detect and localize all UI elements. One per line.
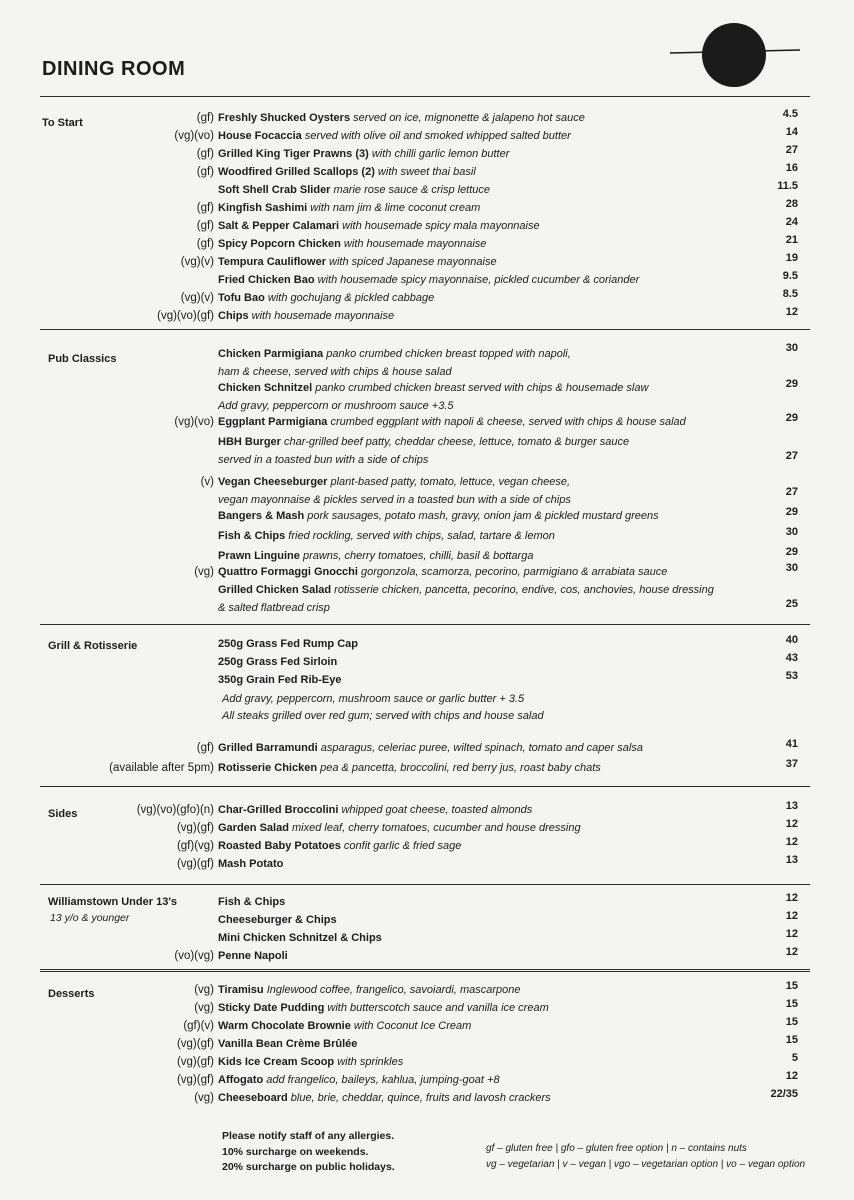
item-description: prawns, cherry tomatoes, chilli, basil & bottarga [299, 550, 534, 562]
item-name: Fried Chicken Bao [218, 274, 315, 286]
item-text [218, 274, 758, 286]
menu-item [0, 476, 854, 506]
item-name: Rotisserie Chicken [218, 762, 318, 774]
item-text [218, 530, 758, 542]
menu-item [0, 738, 854, 760]
dietary-tag: (vg)(v) [180, 256, 214, 268]
item-description: panko crumbed chicken breast topped with napoli, [323, 348, 571, 360]
item-text [218, 184, 758, 196]
item-name: Vegan Cheeseburger [218, 476, 328, 488]
dietary-tag: (vg) [194, 984, 214, 996]
menu-item [0, 562, 854, 584]
menu-item [0, 1034, 854, 1056]
section-title: Williamstown Under 13's [48, 896, 178, 908]
item-description: mixed leaf, cherry tomatoes, cucumber and house dressing [288, 822, 581, 834]
item-text [218, 984, 758, 996]
menu-item [0, 252, 854, 274]
item-text [218, 292, 758, 304]
menu-item [0, 526, 854, 548]
item-name: 250g Grass Fed Rump Cap [218, 638, 358, 650]
item-price: 27 [785, 486, 798, 498]
item-description: with spiced Japanese mayonnaise [325, 256, 497, 268]
item-description: panko crumbed chicken breast served with chips & housemade slaw [312, 382, 649, 394]
divider [40, 329, 810, 330]
item-name: House Focaccia [218, 130, 302, 142]
menu-item [0, 998, 854, 1020]
menu-item [0, 1088, 854, 1110]
item-description: with chilli garlic lemon butter [368, 148, 510, 160]
menu-item [0, 342, 854, 378]
item-text [218, 1074, 758, 1086]
item-description-line2 [218, 494, 758, 506]
item-name: Quattro Formaggi Gnocchi [218, 566, 358, 578]
item-description: whipped goat cheese, toasted almonds [338, 804, 533, 816]
section-title: To Start [42, 117, 83, 129]
dietary-tag: (vg)(vo) [174, 130, 214, 142]
dietary-tag: (vo)(vg) [174, 950, 214, 962]
item-name: Garden Salad [218, 822, 289, 834]
item-text [218, 1056, 758, 1068]
item-name: Fish & Chips [218, 530, 286, 542]
page-title: DINING ROOM [42, 58, 186, 80]
item-name: Soft Shell Crab Slider [218, 184, 331, 196]
item-text [218, 1092, 758, 1104]
menu-item [0, 584, 854, 614]
item-description: crumbed eggplant with napoli & cheese, served with chips & house salad [327, 416, 686, 428]
item-price: 19 [785, 252, 798, 264]
item-price: 41 [785, 738, 798, 750]
item-text [218, 202, 758, 214]
menu-item [0, 800, 854, 822]
dietary-tag: (gf)(vg) [176, 840, 214, 852]
item-description: with gochujang & pickled cabbage [264, 292, 435, 304]
dietary-tag: (v) [200, 476, 214, 488]
item-text [218, 566, 758, 578]
item-description: with sprinkles [334, 1056, 404, 1068]
menu-item [0, 108, 854, 130]
dietary-tag: (vg)(gf) [176, 1038, 214, 1050]
item-text [218, 148, 758, 160]
dietary-legend: gf – gluten free | gfo – gluten free option | n – contains nuts [486, 1143, 747, 1154]
item-description: with housemade spicy mala mayonnaise [339, 220, 540, 232]
item-price: 27 [785, 450, 798, 462]
item-description: vegan mayonnaise & pickles served in a toasted bun with a side of chips [218, 494, 571, 506]
item-price: 12 [785, 836, 798, 848]
item-name: 250g Grass Fed Sirloin [218, 656, 338, 668]
menu-item [0, 436, 854, 466]
item-name: Char-Grilled Broccolini [218, 804, 339, 816]
item-description: Add gravy, peppercorn or mushroom sauce +3.5 [218, 400, 454, 412]
item-text [218, 476, 758, 488]
item-description: with butterscotch sauce and vanilla ice cream [324, 1002, 549, 1014]
item-name: Fish & Chips [218, 896, 286, 908]
item-text [218, 436, 758, 448]
grill-note: All steaks grilled over red gum; served with chips and house salad [222, 710, 544, 722]
menu-item [0, 818, 854, 840]
item-name: Cheeseburger & Chips [218, 914, 337, 926]
section-title: Grill & Rotisserie [48, 640, 138, 652]
item-description: pea & pancetta, broccolini, red berry jus, roast baby chats [317, 762, 601, 774]
item-name: Roasted Baby Potatoes [218, 840, 341, 852]
item-text [218, 238, 758, 250]
item-text [218, 1002, 758, 1014]
menu-item [0, 506, 854, 528]
menu-item [0, 1070, 854, 1092]
dietary-legend: vg – vegetarian | v – vegan | vgo – vegetarian option | vo – vegan option [486, 1159, 806, 1170]
item-text [218, 932, 758, 944]
menu-item [0, 910, 854, 932]
item-price: 21 [785, 234, 798, 246]
item-price: 40 [785, 634, 798, 646]
item-name: 350g Grain Fed Rib-Eye [218, 674, 342, 686]
item-name: Tempura Cauliflower [218, 256, 326, 268]
item-price: 8.5 [782, 288, 798, 300]
dietary-tag: (gf) [196, 112, 214, 124]
item-description: served in a toasted bun with a side of chips [218, 454, 429, 466]
item-name: Grilled Barramundi [218, 742, 318, 754]
weekend-surcharge: 10% surcharge on weekends. [222, 1146, 369, 1158]
item-text [218, 256, 758, 268]
dietary-tag: (gf) [196, 148, 214, 160]
divider [40, 969, 810, 972]
menu-item [0, 306, 854, 328]
logo-icon [670, 20, 800, 90]
dietary-tag: (gf) [196, 220, 214, 232]
item-price: 29 [785, 378, 798, 390]
item-name: Prawn Linguine [218, 550, 300, 562]
item-name: Chicken Parmigiana [218, 348, 324, 360]
item-name: Penne Napoli [218, 950, 288, 962]
item-name: Chicken Schnitzel [218, 382, 313, 394]
item-description: plant-based patty, tomato, lettuce, vegan cheese, [327, 476, 570, 488]
menu-item [0, 162, 854, 184]
item-name: Mash Potato [218, 858, 284, 870]
item-price: 30 [785, 342, 798, 354]
item-description-line2 [218, 602, 758, 614]
menu-item [0, 1052, 854, 1074]
dietary-tag: (vg)(gf) [176, 822, 214, 834]
item-description: char-grilled beef patty, cheddar cheese, lettuce, tomato & burger sauce [280, 436, 630, 448]
item-name: Kids Ice Cream Scoop [218, 1056, 335, 1068]
item-price: 12 [785, 892, 798, 904]
section-subtitle: 13 y/o & younger [50, 912, 130, 924]
menu-item [0, 892, 854, 914]
item-price: 15 [785, 998, 798, 1010]
item-price: 15 [785, 980, 798, 992]
menu-item [0, 758, 854, 780]
menu-item [0, 670, 854, 692]
item-description: with sweet thai basil [374, 166, 476, 178]
item-name: Grilled Chicken Salad [218, 584, 332, 596]
item-description: served with olive oil and smoked whipped salted butter [301, 130, 571, 142]
menu-item [0, 216, 854, 238]
item-name: Spicy Popcorn Chicken [218, 238, 341, 250]
item-description: fried rockling, served with chips, salad, tartare & lemon [285, 530, 555, 542]
holiday-surcharge: 20% surcharge on public holidays. [222, 1161, 395, 1173]
dietary-tag: (available after 5pm) [109, 762, 214, 774]
item-price: 4.5 [782, 108, 798, 120]
dietary-tag: (gf) [196, 166, 214, 178]
item-text [218, 674, 758, 686]
menu-item [0, 180, 854, 202]
item-text [218, 840, 758, 852]
item-text [218, 896, 758, 908]
item-description: marie rose sauce & crisp lettuce [330, 184, 491, 196]
item-text [218, 804, 758, 816]
item-price: 13 [785, 854, 798, 866]
dietary-tag: (vg)(gf) [176, 858, 214, 870]
dietary-tag: (vg)(gf) [176, 1074, 214, 1086]
dietary-tag: (vg) [194, 566, 214, 578]
item-text [218, 550, 758, 562]
item-description: pork sausages, potato mash, gravy, onion jam & pickled mustard greens [304, 510, 659, 522]
menu-item [0, 836, 854, 858]
item-name: Bangers & Mash [218, 510, 305, 522]
item-name: Chips [218, 310, 249, 322]
item-description: with housemade spicy mayonnaise, pickled cucumber & coriander [314, 274, 640, 286]
menu-item [0, 1016, 854, 1038]
item-price: 29 [785, 546, 798, 558]
item-text [218, 348, 758, 360]
item-name: Tiramisu [218, 984, 264, 996]
item-description: gorgonzola, scamorza, pecorino, parmigiano & arrabiata sauce [357, 566, 668, 578]
item-text [218, 166, 758, 178]
dietary-tag: (vg)(gf) [176, 1056, 214, 1068]
item-price: 30 [785, 526, 798, 538]
dietary-tag: (vg)(vo)(gfo)(n) [136, 804, 214, 816]
item-text [218, 858, 758, 870]
item-description: rotisserie chicken, pancetta, pecorino, endive, cos, anchovies, house dressing [331, 584, 714, 596]
item-price: 29 [785, 412, 798, 424]
item-name: Kingfish Sashimi [218, 202, 308, 214]
item-price: 29 [785, 506, 798, 518]
dietary-tag: (vg) [194, 1002, 214, 1014]
item-name: Sticky Date Pudding [218, 1002, 325, 1014]
allergy-note: Please notify staff of any allergies. [222, 1130, 395, 1142]
item-price: 12 [785, 910, 798, 922]
divider [40, 624, 810, 625]
item-name: Affogato [218, 1074, 264, 1086]
item-price: 25 [785, 598, 798, 610]
item-text [218, 584, 758, 596]
item-price: 12 [785, 946, 798, 958]
item-text [218, 656, 758, 668]
item-text [218, 382, 758, 394]
menu-item [0, 288, 854, 310]
item-name: Cheeseboard [218, 1092, 288, 1104]
item-description: add frangelico, baileys, kahlua, jumping-goat +8 [263, 1074, 500, 1086]
item-price: 12 [785, 1070, 798, 1082]
dietary-tag: (gf) [196, 742, 214, 754]
menu-item [0, 198, 854, 220]
item-description-line2 [218, 454, 758, 466]
divider [40, 96, 810, 97]
item-description: Inglewood coffee, frangelico, savoiardi, mascarpone [263, 984, 521, 996]
item-text [218, 950, 758, 962]
item-price: 27 [785, 144, 798, 156]
item-description: served on ice, mignonette & jalapeno hot sauce [350, 112, 585, 124]
item-text [218, 220, 758, 232]
menu-item [0, 144, 854, 166]
grill-note: Add gravy, peppercorn, mushroom sauce or garlic butter + 3.5 [222, 693, 525, 705]
item-name: Freshly Shucked Oysters [218, 112, 351, 124]
item-name: Warm Chocolate Brownie [218, 1020, 351, 1032]
item-text [218, 822, 758, 834]
item-price: 24 [785, 216, 798, 228]
item-description: with nam jim & lime coconut cream [307, 202, 481, 214]
menu-item [0, 854, 854, 876]
item-price: 15 [785, 1016, 798, 1028]
dietary-tag: (vg)(vo)(gf) [157, 310, 214, 322]
item-description-line2 [218, 366, 758, 378]
item-price: 11.5 [777, 180, 798, 192]
item-text [218, 1038, 758, 1050]
item-price: 13 [785, 800, 798, 812]
dietary-tag: (gf)(v) [183, 1020, 214, 1032]
item-text [218, 130, 758, 142]
menu-item [0, 634, 854, 656]
item-price: 9.5 [782, 270, 798, 282]
menu-item [0, 270, 854, 292]
item-name: Salt & Pepper Calamari [218, 220, 340, 232]
item-description: ham & cheese, served with chips & house salad [218, 366, 452, 378]
item-price: 15 [785, 1034, 798, 1046]
item-price: 28 [785, 198, 798, 210]
item-text [218, 112, 758, 124]
item-name: Grilled King Tiger Prawns (3) [218, 148, 369, 160]
item-price: 12 [785, 306, 798, 318]
menu-item [0, 234, 854, 256]
item-text [218, 742, 758, 754]
divider [40, 786, 810, 787]
dietary-tag: (vg)(vo) [174, 416, 214, 428]
section-title: Sides [48, 808, 78, 820]
item-name: Vanilla Bean Crème Brûlée [218, 1038, 358, 1050]
item-text [218, 510, 758, 522]
item-name: Tofu Bao [218, 292, 265, 304]
item-text [218, 914, 758, 926]
divider [40, 884, 810, 885]
item-price: 12 [785, 928, 798, 940]
section-title: Pub Classics [48, 353, 117, 365]
item-text [218, 638, 758, 650]
item-description: asparagus, celeriac puree, wilted spinach, tomato and caper salsa [317, 742, 643, 754]
item-price: 14 [785, 126, 798, 138]
dietary-tag: (vg)(v) [180, 292, 214, 304]
item-text [218, 762, 758, 774]
item-price: 5 [791, 1052, 798, 1064]
item-text [218, 310, 758, 322]
menu-item [0, 980, 854, 1002]
item-price: 53 [785, 670, 798, 682]
item-text [218, 1020, 758, 1032]
menu-item [0, 126, 854, 148]
item-description: with housemade mayonnaise [340, 238, 487, 250]
menu-item [0, 946, 854, 968]
item-price: 37 [785, 758, 798, 770]
item-price: 43 [785, 652, 798, 664]
item-description: with Coconut Ice Cream [350, 1020, 472, 1032]
item-price: 30 [785, 562, 798, 574]
item-description: confit garlic & fried sage [340, 840, 462, 852]
item-name: Mini Chicken Schnitzel & Chips [218, 932, 382, 944]
item-name: HBH Burger [218, 436, 281, 448]
dietary-tag: (vg) [194, 1092, 214, 1104]
item-name: Woodfired Grilled Scallops (2) [218, 166, 375, 178]
item-description: & salted flatbread crisp [218, 602, 330, 614]
menu-item [0, 928, 854, 950]
section-title: Desserts [48, 988, 95, 1000]
menu-item [0, 652, 854, 674]
dietary-tag: (gf) [196, 202, 214, 214]
item-name: Eggplant Parmigiana [218, 416, 328, 428]
dietary-tag: (gf) [196, 238, 214, 250]
menu-item [0, 412, 854, 434]
item-description-line2 [218, 400, 758, 412]
item-price: 12 [785, 818, 798, 830]
item-description: blue, brie, cheddar, quince, fruits and lavosh crackers [287, 1092, 551, 1104]
item-price: 22/35 [770, 1088, 798, 1100]
item-price: 16 [785, 162, 798, 174]
item-text [218, 416, 758, 428]
menu-item [0, 378, 854, 412]
item-description: with housemade mayonnaise [248, 310, 395, 322]
